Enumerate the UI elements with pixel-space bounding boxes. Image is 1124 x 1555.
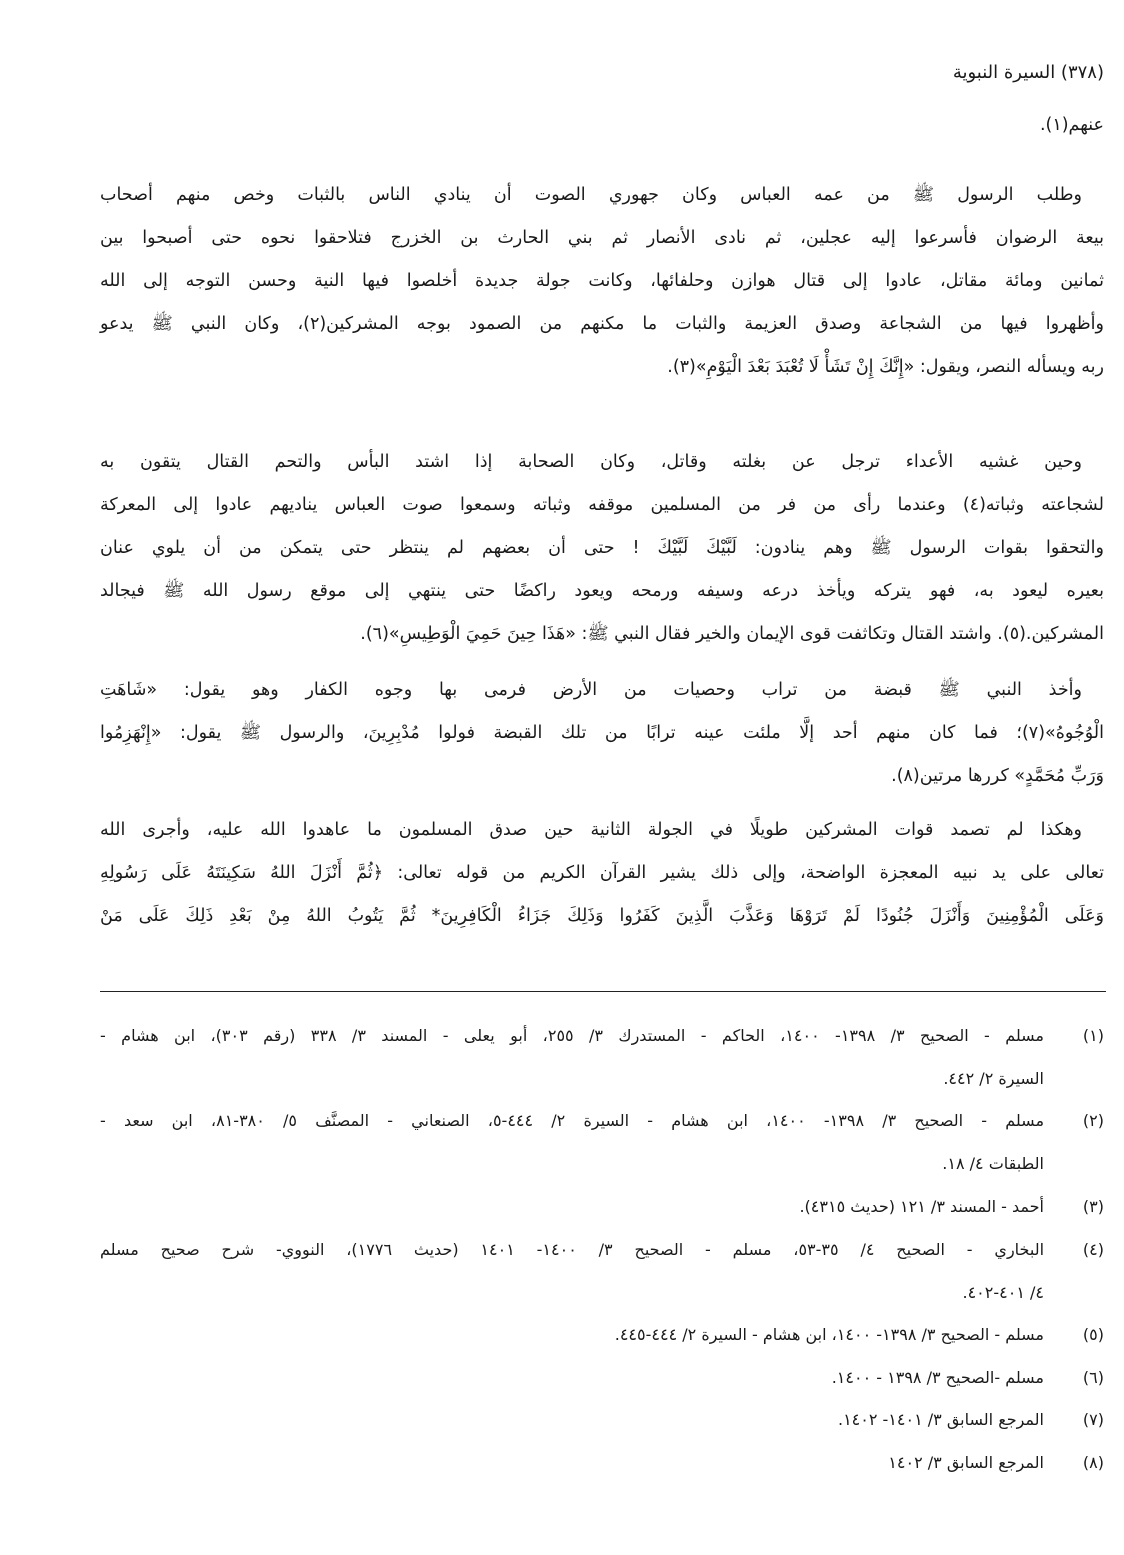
footnote-number: (٥) — [1082, 1324, 1104, 1344]
footnote — [100, 1228, 1104, 1314]
text-line: تعالى على يد نبيه المعجزة الواضحة، وإلى ذلك يشير القرآن الكريم من قوله تعالى: ﴿ثُمَّ أَنْزَلَ اللهُ سَكِينَتَهُ عَلَى رَسُولِهِ — [100, 863, 1104, 883]
footnote-text: المرجع السابق ٣/ ١٤٠١- ١٤٠٢. — [837, 1410, 1044, 1430]
text-line: وهكذا لم تصمد قوات المشركين طويلًا في الجولة الثانية حين صدق المسلمون ما عاهدوا الله عليه، وأجرى الله — [100, 820, 1082, 840]
text-line: بعيره ليعود به، فهو يتركه ويأخذ درعه وسيفه ورمحه ويعود راكضًا حتى ينتهي إلى موقع رسول الله ﷺ فيجالد — [100, 581, 1104, 601]
text-line: بيعة الرضوان فأسرعوا إليه عجلين، ثم نادى الأنصار ثم بني الحارث بن الخزرج فتلاحقوا نحوه حتى أصبحوا بين — [100, 228, 1104, 248]
footnote — [100, 1398, 1104, 1441]
text-line: لشجاعته وثباته(٤) وعندما رأى من فر من المسلمين موقفه وثباته وسمعوا صوت العباس يناديهم عادوا إلى المعركة — [100, 495, 1104, 515]
footnote — [100, 1313, 1104, 1356]
footnote — [100, 1099, 1104, 1185]
paragraph — [100, 104, 1104, 147]
footnote-number: (١) — [1082, 1026, 1104, 1045]
footnote-text: أحمد - المسند ٣/ ١٢١ (حديث ٤٣١٥). — [799, 1196, 1044, 1216]
text-line: وأظهروا فيها من الشجاعة وصدق العزيمة والثبات ما مكنهم من الصمود بوجه المشركين(٢)، وكان النبي ﷺ يدعو — [100, 314, 1104, 334]
footnote — [100, 1014, 1104, 1100]
footnote-text: المرجع السابق ٣/ ١٤٠٢ — [888, 1453, 1044, 1472]
footnote-text: ٤/ ٤٠١-٤٠٢. — [962, 1282, 1044, 1302]
text-line: وطلب الرسول ﷺ من عمه العباس وكان جهوري الصوت أن ينادي الناس بالثبات وخص منهم أصحاب — [100, 185, 1082, 205]
footnote-text: السيرة ٢/ ٤٤٢. — [943, 1069, 1044, 1088]
footnote-divider — [100, 991, 1106, 992]
footnote-text: الطبقات ٤/ ١٨. — [942, 1154, 1044, 1174]
footnote-number: (٤) — [1082, 1239, 1104, 1259]
footnote-number: (٣) — [1082, 1196, 1104, 1216]
paragraph — [100, 174, 1104, 389]
text-line: ثمانين ومائة مقاتل، عادوا إلى قتال هوازن وحلفائها، وكانت جولة جديدة أخلصوا فيها النية وحسن التوجه إلى الله — [100, 271, 1104, 291]
footnote-number: (٦) — [1082, 1367, 1104, 1387]
footnote — [100, 1441, 1104, 1484]
footnote — [100, 1185, 1104, 1228]
paragraph — [100, 809, 1104, 938]
footnote-number: (٢) — [1082, 1111, 1104, 1131]
text-line: وحين غشيه الأعداء ترجل عن بغلته وقاتل، وكان الصحابة إذا اشتد البأس والتحم القتال يتقون به — [100, 452, 1082, 472]
running-header: (٣٧٨) السيرة النبوية — [952, 62, 1104, 83]
footnote-text: مسلم - الصحيح ٣/ ١٣٩٨- ١٤٠٠، ابن هشام - السيرة ٢/ ٤٤٤-٤٤٥. — [614, 1324, 1044, 1344]
footnote-text: البخاري - الصحيح ٤/ ٣٥-٥٣، مسلم - الصحيح ٣/ ١٤٠٠- ١٤٠١ (حديث ١٧٧٦)، النووي- شرح صحيح مسلم — [100, 1239, 1045, 1259]
footnote-number: (٧) — [1082, 1410, 1104, 1430]
text-line: والتحقوا بقوات الرسول ﷺ وهم ينادون: لَبَّيْكَ لَبَّيْكَ ! حتى أن بعضهم لم ينتظر حتى يتمكن من أن يلوي عنان — [100, 538, 1104, 558]
footnote-text: مسلم -الصحيح ٣/ ١٣٩٨ - ١٤٠٠. — [831, 1367, 1044, 1387]
footnote-text: مسلم - الصحيح ٣/ ١٣٩٨- ١٤٠٠، ابن هشام - السيرة ٢/ ٤٤٤-٥، الصنعاني - المصنَّف ٥/ ٣٨٠-٨١، ابن سعد - — [100, 1111, 1045, 1131]
paragraph — [100, 441, 1104, 656]
paragraph — [100, 669, 1104, 798]
text-line: المشركين.(٥). واشتد القتال وتكاثفت قوى الإيمان والخير فقال النبي ﷺ: «هَذَا حِينَ حَمِيَ الْوَطِيسِ»(٦). — [360, 624, 1104, 644]
text-line: الْوُجُوهُ»(٧)؛ فما كان منهم أحد إلَّا ملئت عينه ترابًا من تلك القبضة فولوا مُدْبِرِينَ، والرسول ﷺ يقول: «إِنْهَزِمُوا — [100, 723, 1104, 743]
text-line: وأخذ النبي ﷺ قبضة من تراب وحصيات من الأرض فرمى بها وجوه الكفار وهو يقول: «شَاهَتِ — [100, 680, 1082, 700]
text-line: ربه ويسأله النصر، ويقول: «إِنَّكَ إِنْ تَشَأْ لَا تُعْبَدَ بَعْدَ الْيَوْمِ»(٣). — [667, 357, 1104, 377]
text-line: وَرَبِّ مُحَمَّدٍ» كررها مرتين(٨). — [891, 766, 1104, 786]
text-line: عنهم(١). — [1039, 115, 1104, 135]
footnote-text: مسلم - الصحيح ٣/ ١٣٩٨- ١٤٠٠، الحاكم - المستدرك ٣/ ٢٥٥، أبو يعلى - المسند ٣/ ٣٣٨ (رقم ٣٠٣)، ابن هشام - — [100, 1026, 1044, 1045]
text-line: وَعَلَى الْمُؤْمِنِينَ وَأَنْزَلَ جُنُودًا لَمْ تَرَوْهَا وَعَذَّبَ الَّذِينَ كَفَرُوا وَذَلِكَ جَزَاءُ الْكَافِرِينَ* ثُمَّ يَتُوبُ اللهُ مِنْ بَعْدِ ذَلِكَ عَلَى مَنْ — [100, 906, 1104, 926]
footnote-number: (٨) — [1082, 1453, 1104, 1472]
footnote — [100, 1356, 1104, 1399]
